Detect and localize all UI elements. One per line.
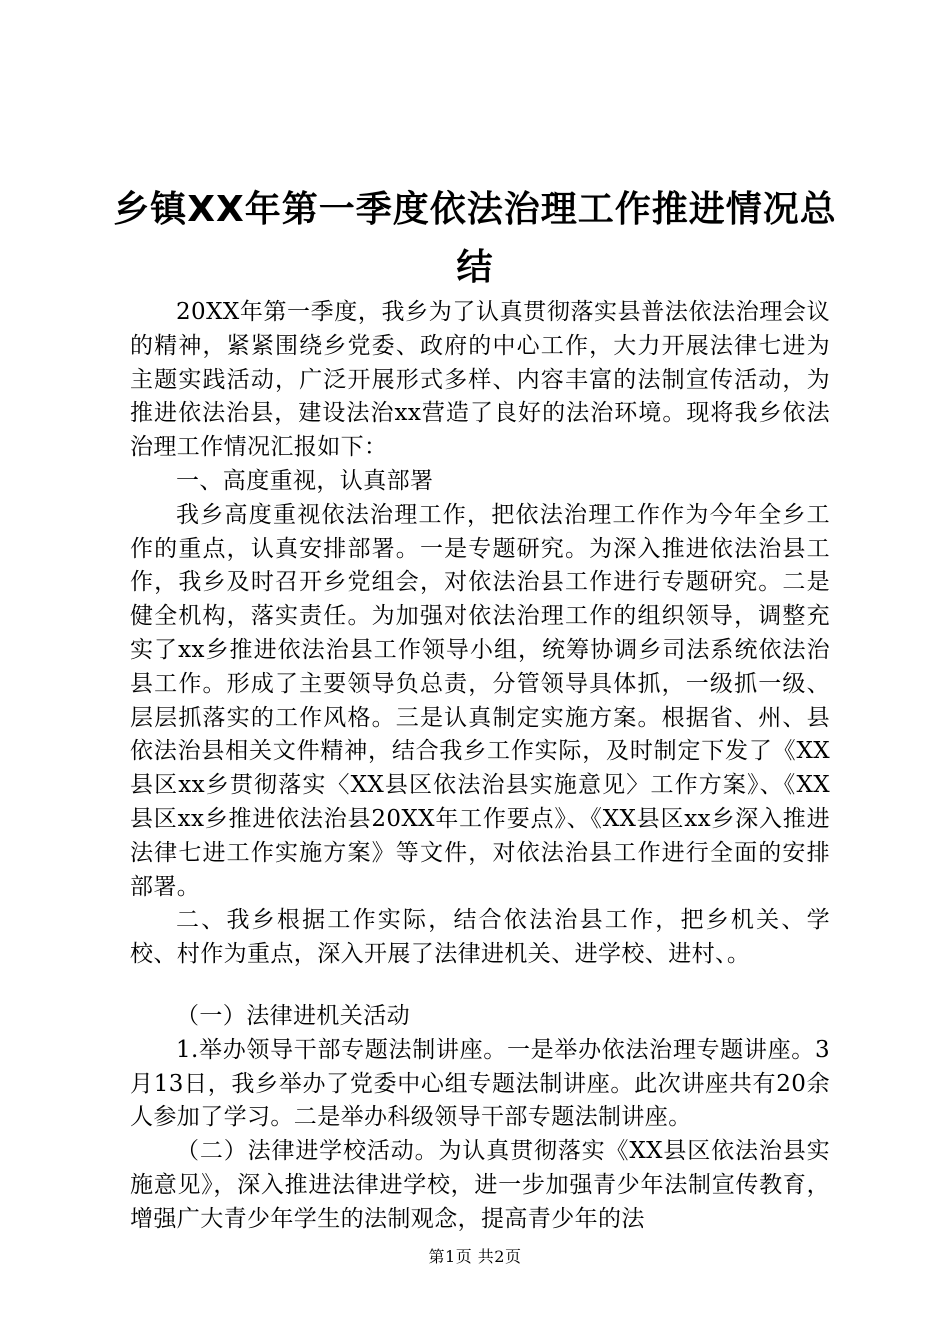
document-title-line-2: 结 <box>456 247 494 288</box>
paragraph-gap <box>130 972 830 1000</box>
section-2-paragraph: 二、我乡根据工作实际，结合依法治县工作，把乡机关、学校、村作为重点，深入开展了法律进机关、进学校、进村、。 <box>130 907 830 968</box>
document-title-line-1: 乡镇XX年第一季度依法治理工作推进情况总 <box>113 189 837 230</box>
section-heading-1: 一、高度重视，认真部署 <box>176 467 434 494</box>
intro-paragraph: 20XX年第一季度，我乡为了认真贯彻落实县普法依法治理会议的精神，紧紧围绕乡党委、政府的中心工作，大力开展法律七进为主题实践活动，广泛开展形式多样、内容丰富的法制宣传活动，为推进依法治县，建设法治xx营造了良好的法治环境。现将我乡依法治理工作情况汇报如下： <box>130 299 830 461</box>
page-footer: 第1页 共2页 <box>428 1247 522 1266</box>
document-body <box>130 296 830 1237</box>
section-1-paragraph: 我乡高度重视依法治理工作，把依法治理工作作为今年全乡工作的重点，认真安排部署。一是专题研究。为深入推进依法治县工作，我乡及时召开乡党组会，对依法治县工作进行专题研究。二是健全机构，落实责任。为加强对依法治理工作的组织领导，调整充实了xx乡推进依法治县工作领导小组，统筹协调乡司法系统依法治县工作。形成了主要领导负总责，分管领导具体抓，一级抓一级、层层抓落实的工作风格。三是认真制定实施方案。根据省、州、县依法治县相关文件精神，结合我乡工作实际，及时制定下发了《XX县区xx乡贯彻落实〈XX县区依法治县实施意见〉工作方案》、《XX县区xx乡推进依法治县20XX年工作要点》、《XX县区xx乡深入推进法律七进工作实施方案》等文件，对依法治县工作进行全面的安排部署。 <box>130 501 830 900</box>
item-1-paragraph: 1.举办领导干部专题法制讲座。一是举办依法治理专题讲座。3月13日，我乡举办了党委中心组专题法制讲座。此次讲座共有20余人参加了学习。二是举办科级领导干部专题法制讲座。 <box>130 1036 830 1131</box>
subsection-heading-1: （一）法律进机关活动 <box>176 1002 410 1029</box>
subsection-2-paragraph: （二）法律进学校活动。为认真贯彻落实《XX县区依法治县实施意见》，深入推进法律进学校，进一步加强青少年法制宣传教育，增强广大青少年学生的法制观念，提高青少年的法 <box>130 1138 830 1232</box>
